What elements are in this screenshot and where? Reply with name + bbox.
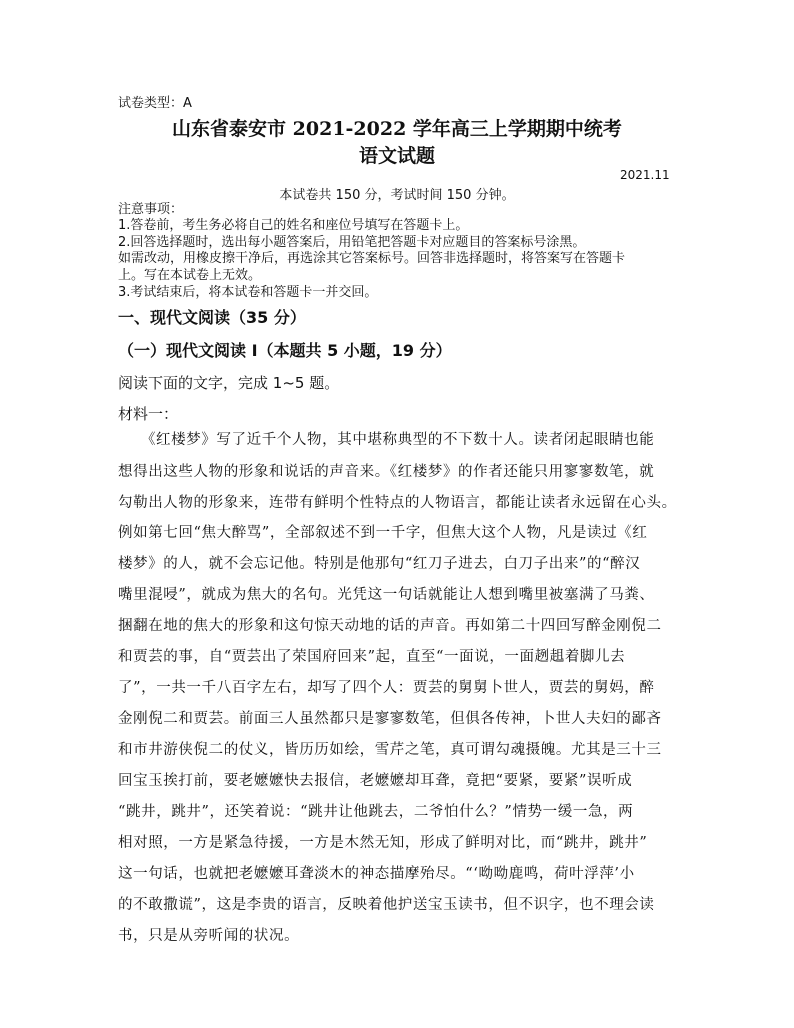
- passage-line: 这一句话，也就把老嬷嬷耳聋淡木的神态描摩殆尽。“‘呦呦鹿鸣，荷叶浮萍’小: [118, 866, 635, 882]
- passage-line: 了”，一共一千八百字左右，却写了四个人：贾芸的舅舅卜世人，贾芸的舅妈，醉: [118, 680, 655, 696]
- exam-date: 2021.11: [620, 168, 670, 182]
- passage-line: 和贾芸的事，自“贾芸出了荣国府回来”起，直至“一面说，一面趔趄着脚儿去: [118, 649, 626, 665]
- passage-line: 回宝玉挨打前，要老嬷嬷快去报信，老嬷嬷却耳聋，竟把“要紧，要紧”误听成: [118, 773, 633, 789]
- passage-line: 例如第七回“焦大醉骂”，全部叙述不到一千字，但焦大这个人物，凡是读过《红: [118, 525, 648, 541]
- passage-line: 和市井游侠倪二的仗义，皆历历如绘，雪芹之笔，真可谓勾魂摄魄。尤其是三十三: [118, 742, 662, 758]
- material-label: 材料一：: [118, 405, 179, 423]
- passage-line: 楼梦》的人，就不会忘记他。特别是他那句“红刀子进去，白刀子出来”的“醉汉: [118, 556, 641, 572]
- passage-line: 勾勒出人物的形象来，连带有鲜明个性特点的人物语言，都能让读者永远留在心头。: [118, 495, 677, 511]
- passage-line: 书，只是从旁听闻的状况。: [118, 928, 300, 944]
- notice-line: 1.答卷前，考生务必将自己的姓名和座位号填写在答题卡上。: [118, 218, 469, 233]
- passage-line: 嘴里混唚”，就成为焦大的名句。光凭这一句话就能让人想到嘴里被塞满了马粪、: [118, 587, 655, 603]
- exam-title: 山东省泰安市 2021-2022 学年高三上学期期中统考: [172, 118, 622, 140]
- exam-type-label: 试卷类型：A: [118, 96, 192, 111]
- passage-line: 想得出这些人物的形象和说话的声音来。《红楼梦》的作者还能只用寥寥数笔，就: [118, 464, 655, 480]
- notice-line: 如需改动，用橡皮擦干净后，再选涂其它答案标号。回答非选择题时，将答案写在答题卡: [118, 251, 626, 266]
- passage-line: “跳井，跳井”，还笑着说：“跳井让他跳去，二爷怕什么？”情势一缓一急，两: [118, 804, 634, 820]
- passage-line: 相对照，一方是紧急待援，一方是木然无知，形成了鲜明对比，而“跳井，跳井”: [118, 835, 648, 851]
- exam-time-info: 本试卷共 150 分，考试时间 150 分钟。: [279, 188, 515, 203]
- passage-line: 捆翻在地的焦大的形象和这句惊天动地的话的声音。再如第二十四回写醉金刚倪二: [118, 618, 662, 634]
- passage-line: 《红楼梦》写了近千个人物，其中堪称典型的不下数十人。读者闭起眼睛也能: [118, 432, 655, 448]
- notice-line: 上。写在本试卷上无效。: [118, 268, 262, 283]
- notice-line: 3.考试结束后，将本试卷和答题卡一并交回。: [118, 285, 378, 300]
- passage-line: 金刚倪二和贾芸。前面三人虽然都只是寥寥数笔，但俱各传神，卜世人夫妇的鄙吝: [118, 711, 662, 727]
- subsection-heading: （一）现代文阅读 I（本题共 5 小题，19 分）: [118, 341, 452, 360]
- passage-line: 的不敢撒谎”，这是李贵的语言，反映着他护送宝玉读书，但不识字，也不理会读: [118, 897, 655, 913]
- notice-heading: 注意事项：: [118, 202, 184, 217]
- section-heading: 一、现代文阅读（35 分）: [118, 308, 306, 327]
- subject-title: 语文试题: [358, 145, 435, 167]
- question-instruction: 阅读下面的文字，完成 1~5 题。: [118, 374, 340, 392]
- notice-line: 2.回答选择题时，选出每小题答案后，用铅笔把答题卡对应题目的答案标号涂黑。: [118, 235, 586, 250]
